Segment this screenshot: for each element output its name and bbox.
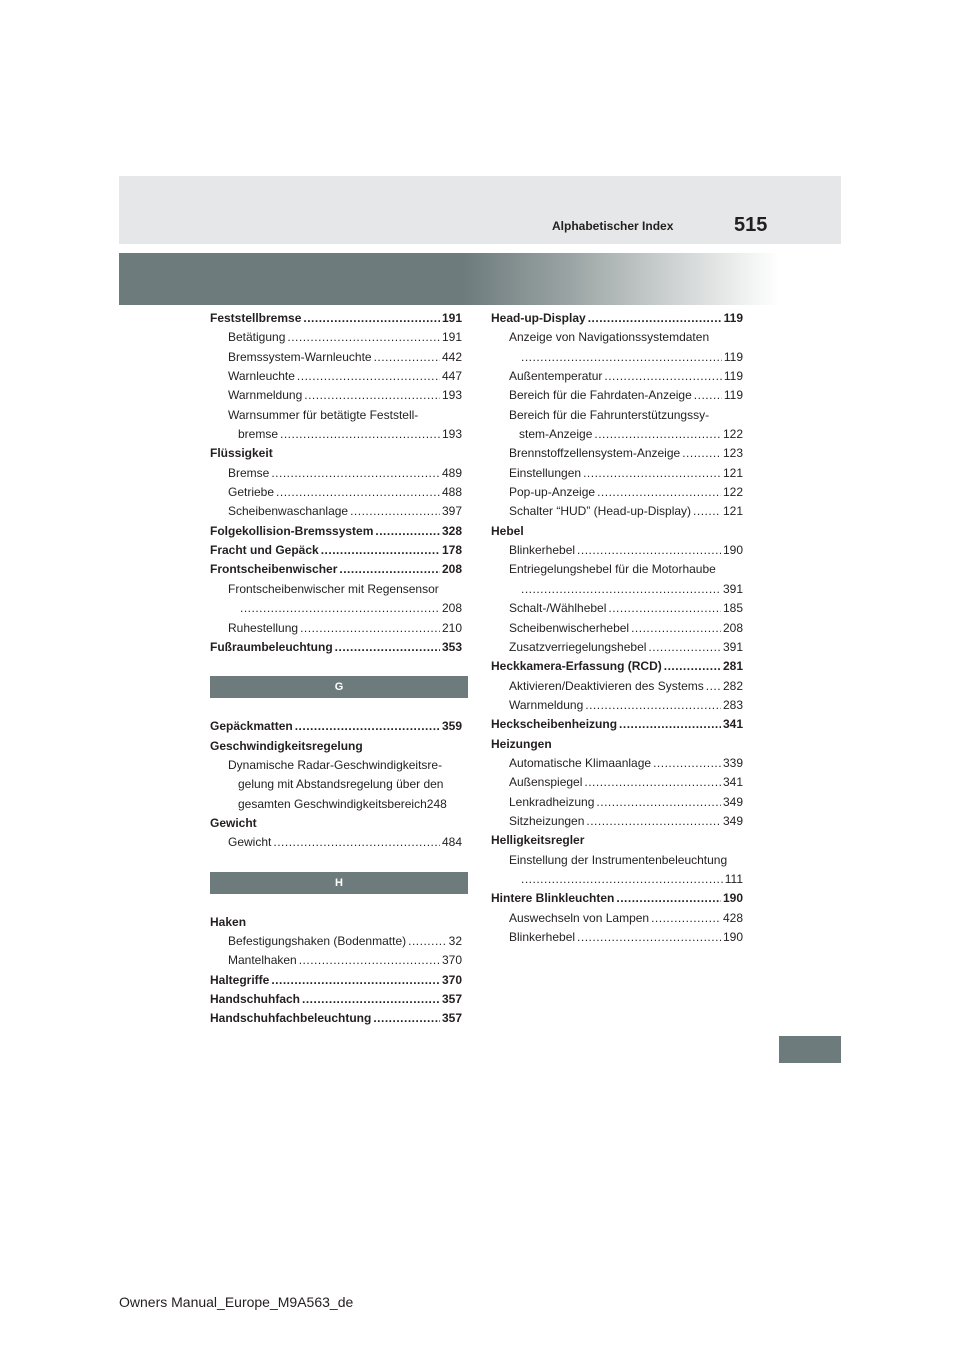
index-column-right [491,309,743,947]
entry-text: Handschuhfachbeleuchtung [210,1011,372,1026]
dot-leader [350,502,440,521]
index-subentry [491,386,743,405]
entry-text: Bereich für die Fahrunterstützungssy- [509,407,710,422]
dot-leader [597,483,721,502]
index-subentry [210,951,462,970]
entry-text: Anzeige von Navigationssystemdaten [509,330,710,345]
index-subentry [491,619,743,638]
page-ref: 119 [723,369,743,384]
index-subentry [491,909,743,928]
dot-leader [304,386,440,405]
dot-leader [240,599,440,618]
page-ref: 339 [722,755,743,770]
index-subentry [210,795,462,814]
header-band [119,176,841,244]
dot-leader [596,793,721,812]
index-subentry [491,580,743,599]
index-entry [210,717,462,736]
dot-leader [588,309,722,328]
page-ref: 178 [441,543,462,558]
index-entry [491,309,743,328]
index-subentry [210,464,462,483]
entry-text: Sitzheizungen [509,813,585,828]
entry-text: Blinkerhebel [509,543,576,558]
index-subentry [491,483,743,502]
page-ref: 442 [441,349,462,364]
decorative-band [119,253,779,305]
index-column-left [210,309,462,1029]
page-number: 515 [734,214,768,236]
dot-leader [651,909,721,928]
dot-leader [287,328,440,347]
dot-leader [585,696,721,715]
dot-leader [521,348,722,367]
index-subentry [491,812,743,831]
page-ref: 281 [722,659,743,674]
dot-leader [586,812,721,831]
dot-leader [374,348,440,367]
index-subentry [491,406,743,425]
dot-leader [706,677,721,696]
entry-text: Bereich für die Fahrdaten-Anzeige [509,388,692,403]
entry-text: Zusatzverriegelungshebel [509,639,647,654]
entry-text: Warnsummer für betätigte Feststell- [228,407,419,422]
dot-leader [583,464,721,483]
index-subentry [491,870,743,889]
dot-leader [521,580,721,599]
page-ref: 428 [722,910,743,925]
entry-text: Heizungen [491,736,552,751]
entry-text: Automatische Klimaanlage [509,755,652,770]
dot-leader [297,367,440,386]
dot-leader [375,522,440,541]
dot-leader [271,971,440,990]
index-subentry [210,833,462,852]
entry-text: Außenspiegel [509,775,583,790]
dot-leader [521,870,723,889]
entry-text: Scheibenwischerhebel [509,620,630,635]
section-title: Alphabetischer Index [552,219,674,233]
index-subentry [491,348,743,367]
entry-text: Handschuhfach [210,991,301,1006]
entry-text: Warnmeldung [228,388,303,403]
entry-text: Head-up-Display [491,311,586,325]
index-subentry [210,367,462,386]
index-entry [210,444,462,463]
index-subentry [491,638,743,657]
index-subentry [491,851,743,870]
dot-leader [271,464,440,483]
index-subentry [491,328,743,347]
index-entry [210,1009,462,1028]
page-ref: 349 [722,813,743,828]
entry-text: Brennstoffzellensystem-Anzeige [509,446,681,461]
page-ref: 111 [724,871,743,886]
page-ref: 208 [722,620,743,635]
entry-text: Einstellungen [509,465,582,480]
index-subentry [491,928,743,947]
index-entry [491,522,743,541]
index-entry [491,831,743,850]
index-entry [210,522,462,541]
index-subentry [210,599,462,618]
index-entry [210,737,462,756]
dot-leader [273,833,440,852]
page-ref: 370 [441,953,462,968]
dot-leader [653,754,721,773]
page-ref: 397 [441,504,462,519]
page-ref: 359 [441,719,462,734]
dot-leader [280,425,440,444]
entry-text: Bremssystem-Warnleuchte [228,349,372,364]
dot-leader [302,990,440,1009]
letter-heading: H [210,872,468,894]
index-subentry [210,425,462,444]
index-entry [210,638,462,657]
entry-text: bremse [238,427,279,442]
page-ref: 391 [722,639,743,654]
index-subentry [210,483,462,502]
entry-text: Getriebe [228,485,275,500]
dot-leader [408,932,447,951]
page-ref: 370 [441,972,462,987]
entry-text: Dynamische Radar-Geschwindigkeitsre- [228,757,443,772]
entry-text: Geschwindigkeitsregelung [210,738,363,753]
index-subentry [210,932,462,951]
entry-text: Heckkamera-Erfassung (RCD) [491,659,662,674]
index-subentry [210,386,462,405]
dot-leader [335,638,440,657]
entry-text: Betätigung [228,330,286,345]
entry-text: Entriegelungshebel für die Motorhaube [509,562,716,577]
index-entry [210,814,462,833]
index-entry [210,560,462,579]
dot-leader [616,889,721,908]
page-ref: 210 [441,620,462,635]
dot-leader [682,444,721,463]
page-ref: 190 [722,543,743,558]
dot-leader [604,367,721,386]
dot-leader [276,483,440,502]
dot-leader [664,657,721,676]
dot-leader [373,1009,440,1028]
index-entry [491,735,743,754]
page-ref: 283 [722,697,743,712]
index-entry [491,889,743,908]
section-tab-marker [779,1036,841,1063]
entry-text: Bremse [228,465,270,480]
entry-text: Feststellbremse [210,311,302,325]
entry-text: Befestigungshaken (Bodenmatte) [228,933,407,948]
entry-text: Außentemperatur [509,369,603,384]
index-subentry [210,756,462,775]
entry-text: Warnmeldung [509,697,584,712]
index-subentry [210,406,462,425]
index-subentry [491,560,743,579]
page-ref: 119 [723,388,743,403]
dot-leader [300,619,440,638]
index-subentry [210,502,462,521]
entry-text: Haltegriffe [210,972,270,987]
entry-text: gelung mit Abstandsregelung über den [238,777,444,792]
index-subentry [491,502,743,521]
index-subentry [491,599,743,618]
page-ref: 190 [722,891,743,906]
index-subentry [491,464,743,483]
page-ref: 119 [723,349,743,364]
entry-text: Frontscheibenwischer mit Regensensor [228,581,439,596]
page-ref: 121 [722,465,743,480]
page-ref: 122 [722,427,743,442]
entry-text: Ruhestellung [228,620,299,635]
entry-text: Flüssigkeit [210,446,273,461]
entry-text: Pop-up-Anzeige [509,485,596,500]
entry-text: Schalt-/Wählhebel [509,601,607,616]
entry-text: Frontscheibenwischer [210,562,338,577]
dot-leader [694,386,722,405]
index-subentry [491,367,743,386]
page-ref: 119 [723,311,743,325]
entry-text: Gepäckmatten [210,719,293,734]
dot-leader [339,560,440,579]
index-entry [210,309,462,328]
index-entry [491,715,743,734]
entry-text: Heckscheibenheizung [491,717,618,732]
index-subentry [491,677,743,696]
entry-text: gesamten Geschwindigkeitsbereich248 [238,796,447,811]
dot-leader [619,715,721,734]
page-ref: 193 [441,427,462,442]
page-ref: 357 [441,1011,462,1026]
index-entry [210,990,462,1009]
index-subentry [491,754,743,773]
entry-text: Helligkeitsregler [491,833,585,848]
dot-leader [631,619,721,638]
page-ref: 208 [441,601,462,616]
page-ref: 32 [448,933,462,948]
index-subentry [491,425,743,444]
page-ref: 349 [722,794,743,809]
page-ref: 488 [441,485,462,500]
page-ref: 282 [722,678,743,693]
page-ref: 357 [441,991,462,1006]
entry-text: Fußraumbeleuchtung [210,639,333,654]
entry-text: Scheibenwaschanlage [228,504,349,519]
page-ref: 328 [441,523,462,538]
entry-text: Einstellung der Instrumentenbeleuchtung [509,852,728,867]
entry-text: Warnleuchte [228,369,295,384]
page-ref: 191 [441,311,462,325]
dot-leader [303,309,440,328]
page-ref: 208 [441,562,462,577]
entry-text: Gewicht [228,835,272,850]
entry-text: Folgekollision-Bremssystem [210,523,374,538]
index-subentry [210,775,462,794]
page-ref: 484 [441,835,462,850]
entry-text: stem-Anzeige [519,427,593,442]
entry-text: Lenkradheizung [509,794,595,809]
entry-text: Aktivieren/Deaktivieren des Systems [509,678,704,693]
page-ref: 190 [722,930,743,944]
page-ref: 191 [441,330,462,345]
dot-leader [608,599,721,618]
index-subentry [491,444,743,463]
page-ref: 121 [722,504,743,519]
entry-text: Haken [210,914,247,929]
index-subentry [210,580,462,599]
dot-leader [584,773,721,792]
index-subentry [491,541,743,560]
dot-leader [594,425,721,444]
index-entry [210,541,462,560]
letter-heading: G [210,676,468,698]
page-ref: 341 [722,775,743,790]
page-ref: 447 [441,369,462,384]
index-subentry [491,696,743,715]
entry-text: Hebel [491,523,524,538]
dot-leader [648,638,721,657]
index-entry [210,971,462,990]
index-subentry [491,793,743,812]
index-subentry [210,348,462,367]
entry-text: Schalter “HUD” (Head-up-Display) [509,504,692,519]
dot-leader [295,717,440,736]
index-entry [491,657,743,676]
page-ref: 193 [441,388,462,403]
page-ref: 489 [441,465,462,480]
page-ref: 123 [722,446,743,461]
index-subentry [491,773,743,792]
dot-leader [693,502,721,521]
page-ref: 391 [722,581,743,596]
page-ref: 185 [722,601,743,616]
entry-text: Gewicht [210,815,257,830]
page-ref: 341 [722,717,743,732]
dot-leader [577,928,721,947]
dot-leader [299,951,440,970]
dot-leader [577,541,721,560]
entry-text: Auswechseln von Lampen [509,910,650,925]
entry-text: Blinkerhebel [509,930,576,944]
index-subentry [210,328,462,347]
page-ref: 122 [722,485,743,500]
entry-text: Fracht und Gepäck [210,543,319,558]
footer-text: Owners Manual_Europe_M9A563_de [119,1294,354,1310]
entry-text: Hintere Blinkleuchten [491,891,615,906]
page-ref: 353 [441,639,462,654]
entry-text: Mantelhaken [228,953,297,968]
index-subentry [210,619,462,638]
dot-leader [321,541,440,560]
index-entry [210,913,462,932]
